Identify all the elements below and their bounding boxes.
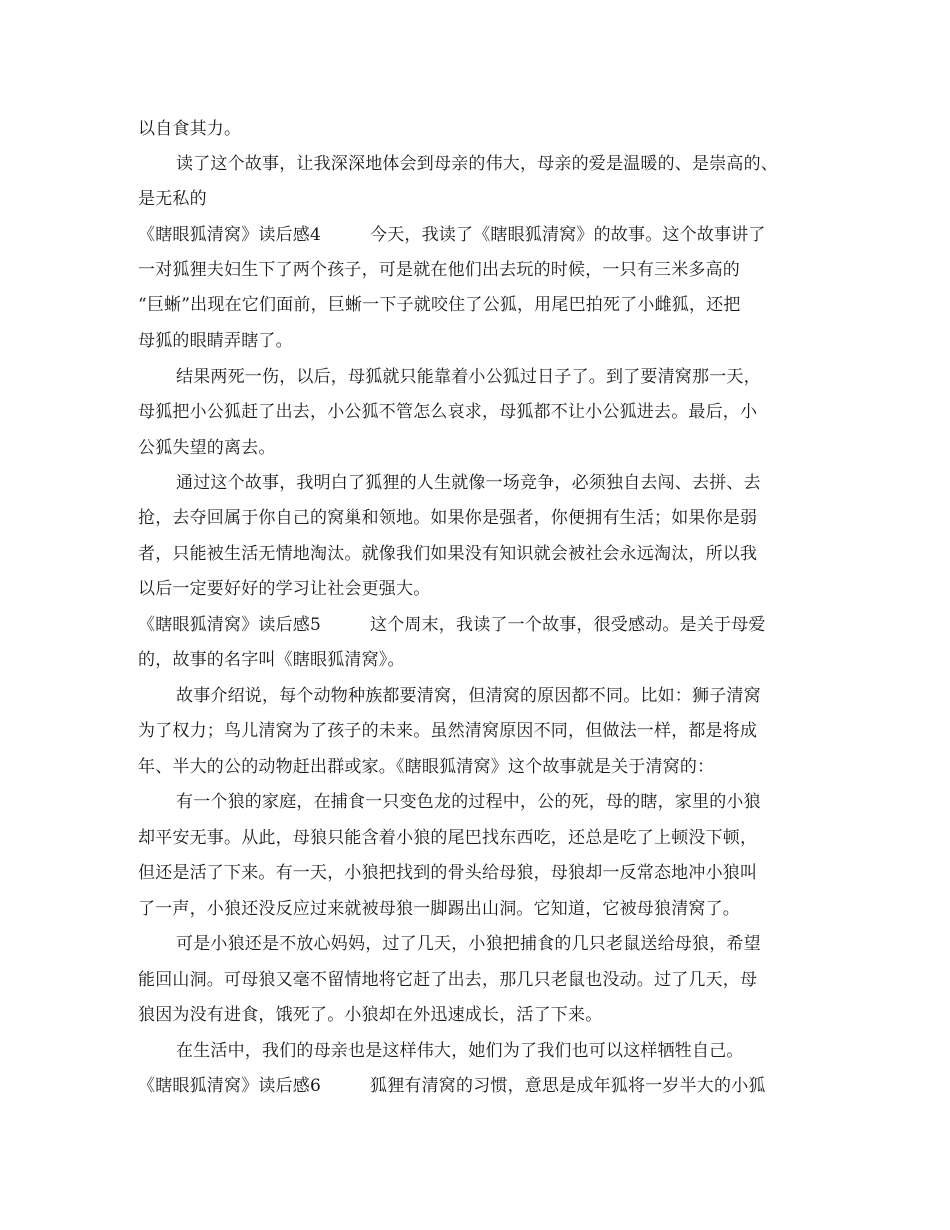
text-line: 可是小狼还是不放心妈妈，过了几天，小狼把捕食的几只老鼠送给母狼，希望 — [176, 934, 761, 954]
essay-first-text: 今天，我读了《瞎眼狐清窝》的故事。这个故事讲了 — [370, 225, 766, 245]
text-line: 以后一定要好好的学习让社会更强大。 — [138, 579, 431, 599]
text-line: 为了权力；鸟儿清窝为了孩子的未来。虽然清窝原因不同，但做法一样，都是将成 — [138, 721, 758, 741]
text-line: 的，故事的名字叫《瞎眼狐清窝》。 — [138, 650, 405, 670]
text-line: 了一声，小狼还没反应过来就被母狼一脚踢出山洞。它知道，它被母狼清窝了。 — [138, 899, 740, 919]
text-line: 是无私的 — [138, 189, 207, 209]
essay-first-text: 这个周末，我读了一个故事，很受感动。是关于母爱 — [370, 615, 766, 635]
text-line: 者，只能被生活无情地淘汰。就像我们如果没有知识就会被社会永远淘汰，所以我 — [138, 544, 758, 564]
text-line: 一对狐狸夫妇生下了两个孩子，可是就在他们出去玩的时候，一只有三米多高的 — [138, 260, 740, 280]
essay-heading-line — [138, 1075, 828, 1097]
text-line: 母狐的眼睛弄瞎了。 — [138, 331, 293, 351]
text-line: 抢，去夺回属于你自己的窝巢和领地。如果你是强者，你便拥有生活；如果你是弱 — [138, 508, 758, 528]
text-line: 却平安无事。从此，母狼只能含着小狼的尾巴找东西吃，还总是吃了上顿没下顿， — [138, 828, 758, 848]
essay-title: 《瞎眼狐清窝》读后感5 — [138, 615, 322, 635]
essay-title: 《瞎眼狐清窝》读后感4 — [138, 225, 322, 245]
essay-title: 《瞎眼狐清窝》读后感6 — [138, 1076, 322, 1096]
text-line: 能回山洞。可母狼又毫不留情地将它赶了出去，那几只老鼠也没动。过了几天，母 — [138, 970, 758, 990]
text-line: 狼因为没有进食，饿死了。小狼却在外迅速成长，活了下来。 — [138, 1005, 603, 1025]
essay-heading-line — [138, 224, 828, 246]
text-line: 母狐把小公狐赶了出去，小公狐不管怎么哀求，母狐都不让小公狐进去。最后，小 — [138, 402, 758, 422]
text-line: 但还是活了下来。有一天，小狼把找到的骨头给母狼，母狼却一反常态地冲小狼叫 — [138, 863, 758, 883]
text-line: 结果两死一伤，以后，母狐就只能靠着小公狐过日子了。到了要清窝那一天， — [176, 367, 761, 387]
essay-first-text: 狐狸有清窝的习惯，意思是成年狐将一岁半大的小狐 — [370, 1076, 766, 1096]
text-line: 以自食其力。 — [138, 119, 242, 139]
text-line: 读了这个故事，让我深深地体会到母亲的伟大，母亲的爱是温暖的、是崇高的、 — [176, 154, 778, 174]
text-line: “巨蜥”出现在它们面前，巨蜥一下子就咬住了公狐，用尾巴拍死了小雌狐，还把 — [138, 295, 741, 315]
text-line: 在生活中，我们的母亲也是这样伟大，她们为了我们也可以这样牺牲自己。 — [176, 1041, 744, 1061]
text-line: 年、半大的公的动物赶出群或家。《瞎眼狐清窝》这个故事就是关于清窝的： — [138, 757, 715, 777]
essay-heading-line — [138, 614, 828, 636]
text-line: 有一个狼的家庭，在捕食一只变色龙的过程中，公的死，母的瞎，家里的小狼 — [176, 792, 761, 812]
text-line: 公狐失望的离去。 — [138, 438, 276, 458]
text-line: 通过这个故事，我明白了狐狸的人生就像一场竞争，必须独自去闯、去拼、去 — [176, 473, 761, 493]
text-line: 故事介绍说，每个动物种族都要清窝，但清窝的原因都不同。比如：狮子清窝 — [176, 686, 761, 706]
